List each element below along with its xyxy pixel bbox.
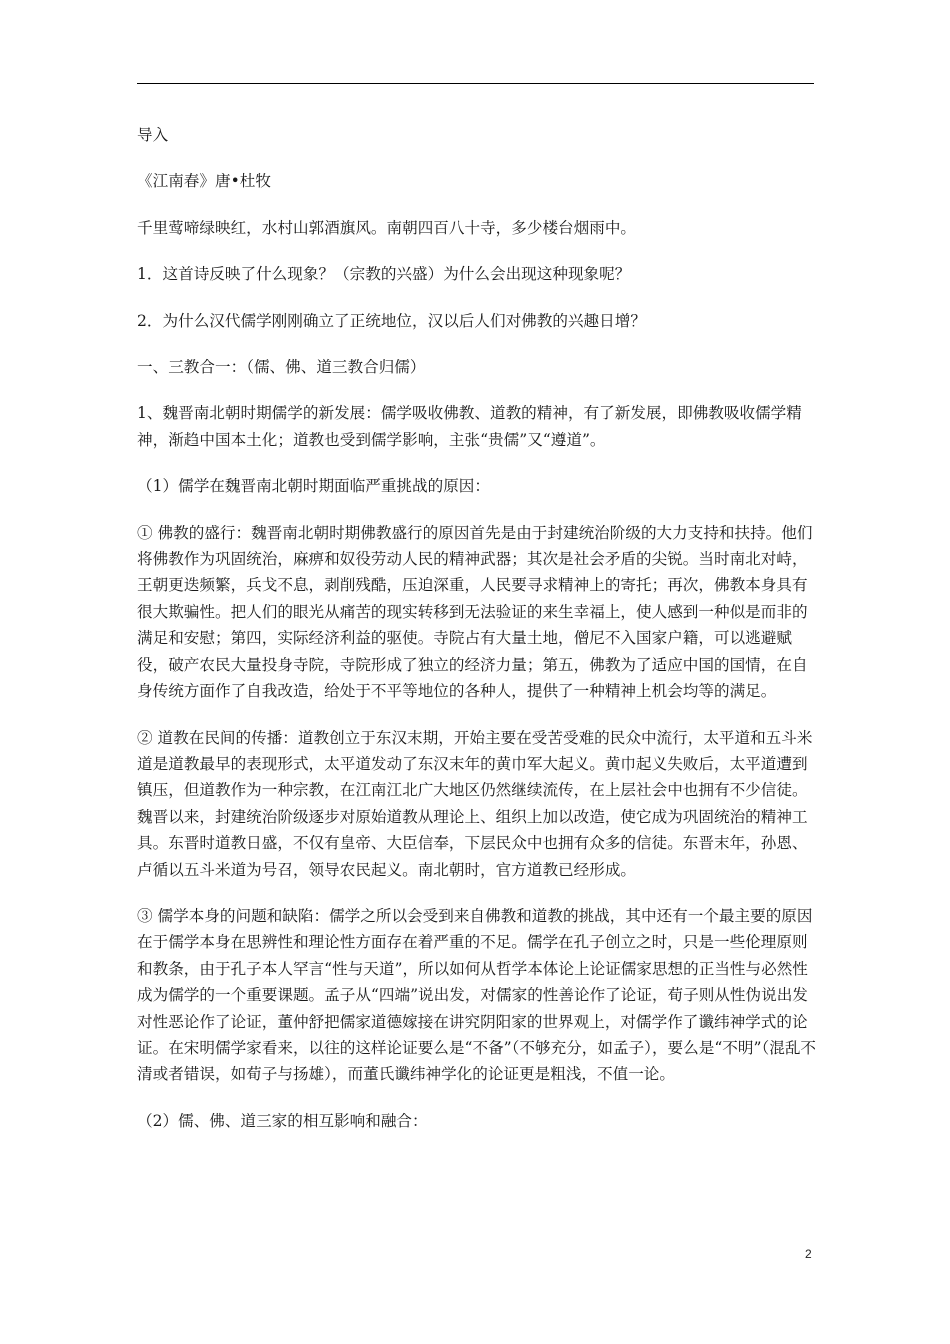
point-1: 1、魏晋南北朝时期儒学的新发展：儒学吸收佛教、道教的精神，有了新发展，即佛教吸收儒学精神，渐趋中国本土化；道教也受到儒学影响，主张“贵儒”又“遵道”。: [137, 404, 802, 449]
document-body: [137, 122, 817, 1154]
question-2: 2．为什么汉代儒学刚刚确立了正统地位，汉以后人们对佛教的兴趣日增？: [137, 311, 646, 330]
reason-3-paragraph: ③ 儒学本身的问题和缺陷：儒学之所以会受到来自佛教和道教的挑战，其中还有一个最主要的原因在于儒学本身在思辨性和理论性方面存在着严重的不足。儒学在孔子创立之时，只是一些伦理原则和教条，由于孔子本人罕言“性与天道”，所以如何从哲学本体论上论证儒家思想的正当性与必然性成为儒学的一个重要课题。孟子从“四端”说出发，对儒家的性善论作了论证，荀子则从性伪说出发对性恶论作了论证，董仲舒把儒家道德嫁接在讲究阴阳家的世界观上，对儒学作了谶纬神学式的论证。在宋明儒学家看来，以往的这样论证要么是“不备”（不够充分，如孟子），要么是“不明”（混乱不清或者错误，如荀子与扬雄），而董氏谶纬神学化的论证更是粗浅，不值一论。: [137, 906, 817, 1084]
subsection-2-heading: （2）儒、佛、道三家的相互影响和融合：: [137, 1111, 428, 1130]
reason-2-paragraph: ② 道教在民间的传播：道教创立于东汉末期，开始主要在受苦受难的民众中流行，太平道和五斗米道是道教最早的表现形式，太平道发动了东汉末年的黄巾军大起义。黄巾起义失败后，太平道遭到镇压，但道教作为一种宗教，在江南江北广大地区仍然继续流传，在上层社会中也拥有不少信徒。魏晋以来，封建统治阶级逐步对原始道教从理论上、组织上加以改造，使它成为巩固统治的精神工具。东晋时道教日盛，不仅有皇帝、大臣信奉，下层民众中也拥有众多的信徒。东晋末年，孙恩、卢循以五斗米道为号召，领导农民起义。南北朝时，官方道教已经形成。: [137, 728, 813, 879]
poem-text: 千里莺啼绿映红，水村山郭酒旗风。南朝四百八十寺，多少楼台烟雨中。: [137, 218, 637, 237]
header-rule: [137, 83, 814, 84]
page-number: 2: [805, 1247, 812, 1261]
section-heading: 一、三教合一：（儒、佛、道三教合归儒）: [137, 358, 426, 377]
subsection-1-heading: （1）儒学在魏晋南北朝时期面临严重挑战的原因：: [137, 477, 490, 496]
reason-1-paragraph: ① 佛教的盛行：魏晋南北朝时期佛教盛行的原因首先是由于封建统治阶级的大力支持和扶持。他们将佛教作为巩固统治，麻痹和奴役劳动人民的精神武器；其次是社会矛盾的尖锐。当时南北对峙，王朝更迭频繁，兵戈不息，剥削残酷，压迫深重，人民要寻求精神上的寄托；再次，佛教本身具有很大欺骗性。把人们的眼光从痛苦的现实转移到无法验证的来生幸福上，使人感到一种似是而非的满足和安慰；第四，实际经济利益的驱使。寺院占有大量土地，僧尼不入国家户籍，可以逃避赋役，破产农民大量投身寺院，寺院形成了独立的经济力量；第五，佛教为了适应中国的国情，在自身传统方面作了自我改造，给处于不平等地位的各种人，提供了一种精神上机会均等的满足。: [137, 523, 813, 701]
section-title: 导入: [137, 126, 169, 144]
poem-title: 《江南春》唐•杜牧: [137, 172, 271, 191]
question-1: 1．这首诗反映了什么现象？（宗教的兴盛）为什么会出现这种现象呢？: [137, 265, 631, 284]
